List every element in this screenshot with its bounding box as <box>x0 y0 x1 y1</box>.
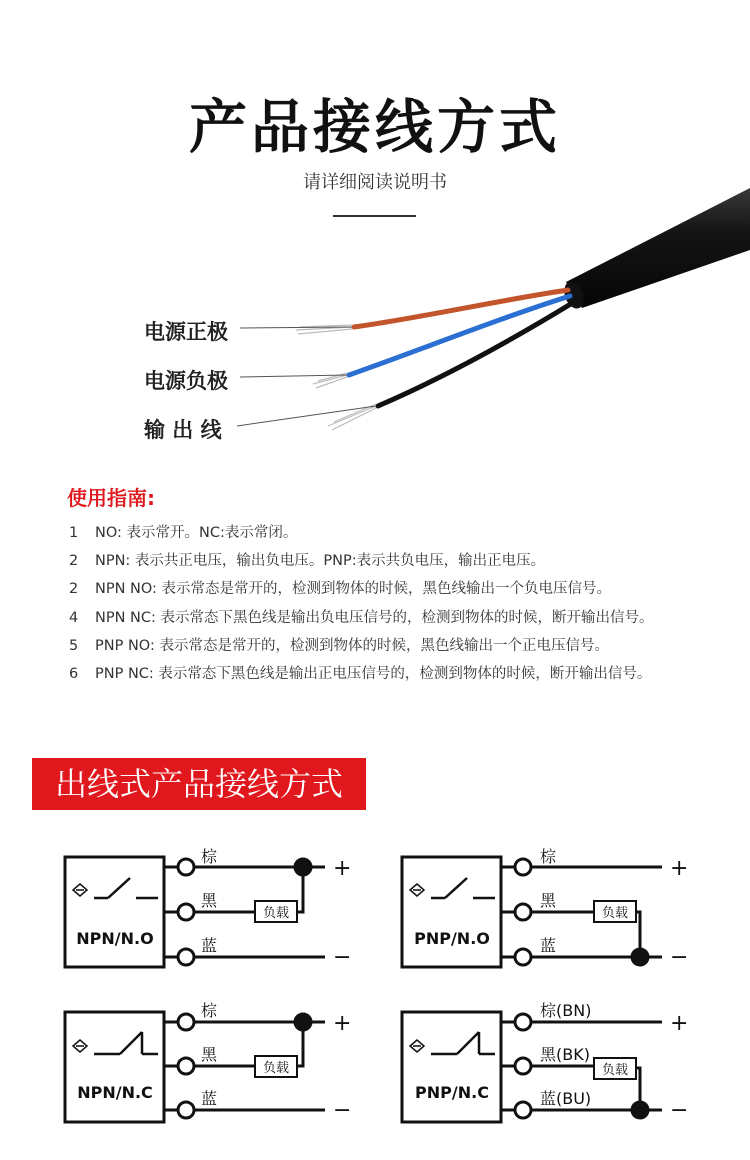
plus-sign: + <box>333 1011 352 1036</box>
guide-item <box>69 634 609 655</box>
wiring-diagrams <box>0 830 750 1160</box>
terminal-brown <box>515 1014 531 1030</box>
plus-sign: + <box>333 856 352 881</box>
guide-item-number: 1 <box>69 525 79 541</box>
load-label: 负载 <box>601 906 629 921</box>
terminal-blue <box>178 1102 194 1118</box>
wire-strands <box>296 325 376 430</box>
page-title: 产品接线方式 <box>188 93 561 161</box>
wire-label-blue: 蓝 <box>540 936 557 955</box>
sensor-box <box>402 1012 501 1122</box>
plus-sign: + <box>670 856 689 881</box>
wire-label-black: 黑 <box>540 891 557 910</box>
wire-label-brown: 棕 <box>201 847 218 866</box>
guide-item <box>69 521 297 542</box>
wire-label-blue: 蓝(BU) <box>540 1089 592 1108</box>
terminal-blue <box>178 949 194 965</box>
guide-item-text: PNP NO: 表示常态是常开的，检测到物体的时候，黑色线输出一个正电压信号。 <box>95 638 609 654</box>
label-positive: 电源正极 <box>144 320 228 344</box>
model-label: PNP/N.O <box>414 929 490 948</box>
cable-jacket <box>566 188 750 308</box>
guide-item-number: 5 <box>69 638 79 654</box>
guide-item-text: PNP NC: 表示常态下黑色线是输出正电压信号的，检测到物体的时候，断开输出信号。 <box>95 666 652 682</box>
wire-label-blue: 蓝 <box>201 936 218 955</box>
model-label: NPN/N.C <box>77 1083 153 1102</box>
minus-sign: − <box>670 945 689 970</box>
model-label: PNP/N.C <box>415 1083 489 1102</box>
sensor-box <box>402 857 501 967</box>
model-label: NPN/N.O <box>76 929 154 948</box>
junction-dot <box>295 1014 311 1030</box>
guide-item <box>69 549 545 570</box>
wire-label-brown: 棕 <box>201 1001 218 1020</box>
page-subtitle: 请详细阅读说明书 <box>303 172 447 193</box>
wire-label-blue: 蓝 <box>201 1089 218 1108</box>
guide-item-text: NO: 表示常开。NC:表示常闭。 <box>95 525 298 541</box>
guide-item-number: 2 <box>69 581 79 597</box>
leader-line-negative <box>240 375 347 377</box>
wire-label-brown: 棕 <box>540 847 557 866</box>
terminal-blue <box>515 1102 531 1118</box>
sensor-box <box>65 857 164 967</box>
guide-item <box>69 577 611 598</box>
junction-dot <box>632 949 648 965</box>
guide-item-number: 6 <box>69 666 79 682</box>
guide-item-number: 2 <box>69 553 79 569</box>
load-label: 负载 <box>262 906 290 921</box>
label-negative: 电源负极 <box>144 369 228 393</box>
sensor-box <box>65 1012 164 1122</box>
minus-sign: − <box>333 1098 352 1123</box>
wire-label-black: 黑 <box>201 891 218 910</box>
terminal-black <box>515 904 531 920</box>
terminal-brown <box>178 1014 194 1030</box>
guide-item-number: 4 <box>69 610 79 626</box>
guide-heading: 使用指南: <box>67 486 155 510</box>
terminal-brown <box>178 859 194 875</box>
wire-label-black: 黑 <box>201 1045 218 1064</box>
terminal-black <box>178 904 194 920</box>
plus-sign: + <box>670 1011 689 1036</box>
load-label: 负载 <box>601 1063 629 1078</box>
guide-item-text: NPN: 表示共正电压，输出负电压。PNP:表示共负电压，输出正电压。 <box>95 553 546 569</box>
junction-dot <box>295 859 311 875</box>
guide-item-text: NPN NO: 表示常态是常开的，检测到物体的时候，黑色线输出一个负电压信号。 <box>95 581 612 597</box>
leader-line-output <box>237 406 376 426</box>
label-output: 输 出 线 <box>144 418 222 442</box>
minus-sign: − <box>670 1098 689 1123</box>
wire-label-brown: 棕(BN) <box>540 1001 592 1020</box>
guide-item <box>69 606 654 627</box>
terminal-black <box>515 1058 531 1074</box>
guide-item <box>69 662 651 683</box>
terminal-black <box>178 1058 194 1074</box>
guide-item-text: NPN NC: 表示常态下黑色线是输出负电压信号的，检测到物体的时候，断开输出信号。 <box>95 610 654 626</box>
terminal-brown <box>515 859 531 875</box>
cable-illustration <box>0 180 750 450</box>
load-label: 负载 <box>262 1061 290 1076</box>
wire-label-black: 黑(BK) <box>540 1045 590 1064</box>
terminal-blue <box>515 949 531 965</box>
junction-dot <box>632 1102 648 1118</box>
section-banner-title: 出线式产品接线方式 <box>54 765 343 803</box>
minus-sign: − <box>333 945 352 970</box>
